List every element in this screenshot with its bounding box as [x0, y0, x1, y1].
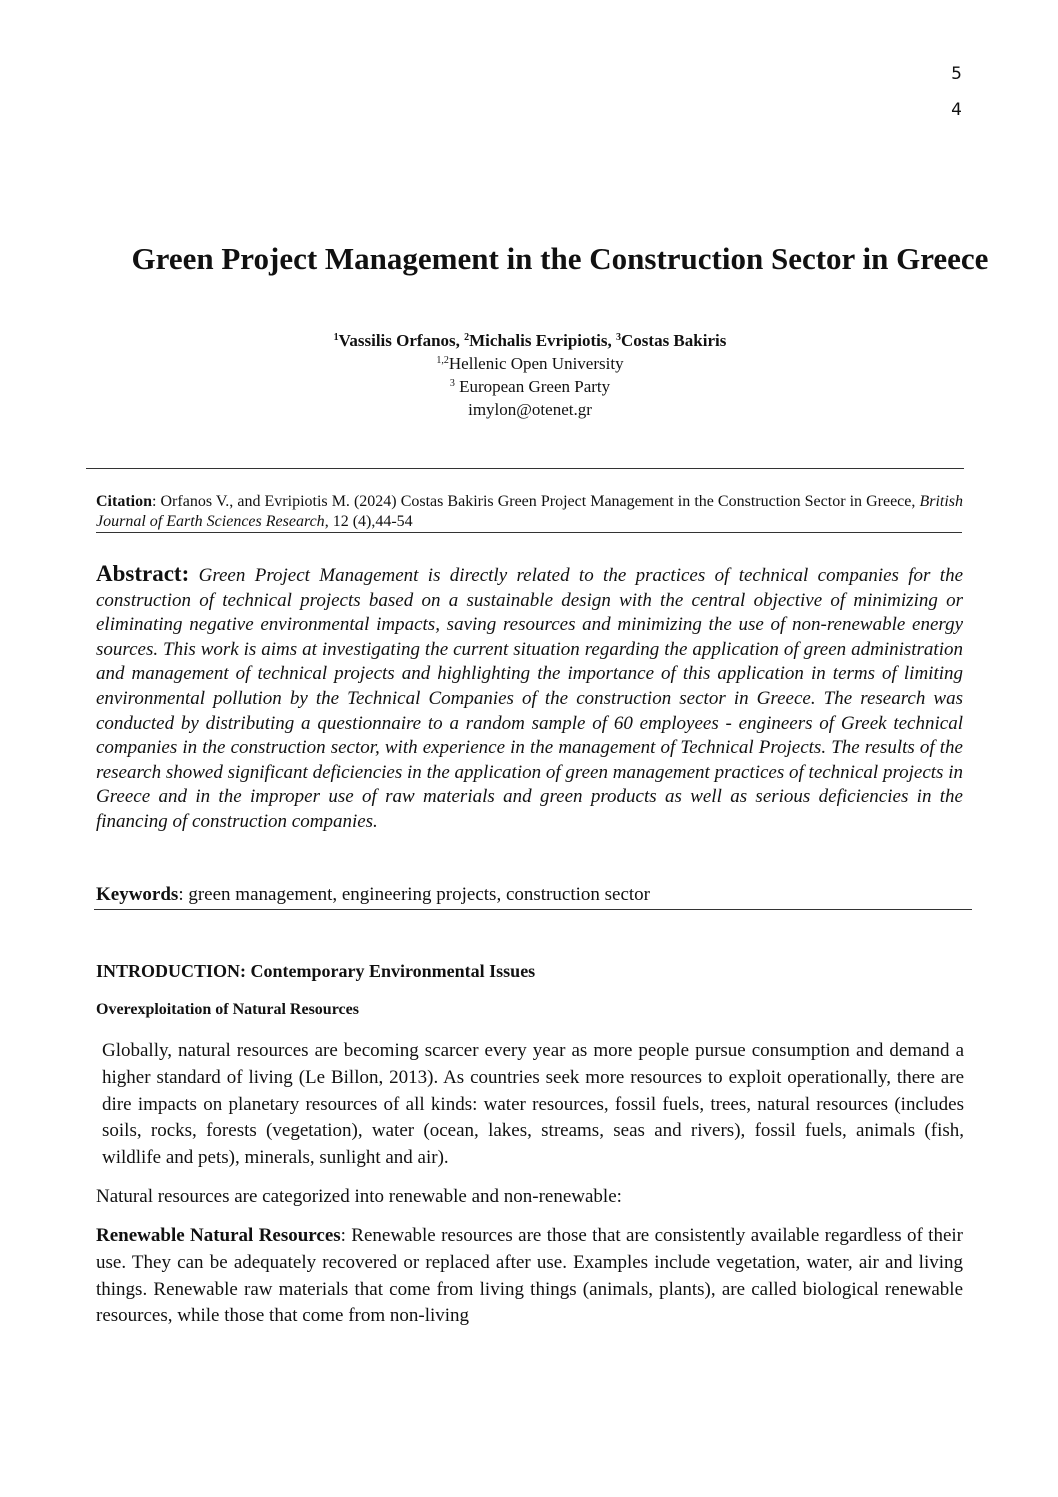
- affiliation-superscript: 1,2: [436, 355, 449, 366]
- affiliation-name: Hellenic Open University: [448, 354, 624, 373]
- abstract: [96, 562, 963, 835]
- paragraph-lead-label: Renewable Natural Resources: [96, 1225, 341, 1246]
- author-email: imylon@otenet.gr: [468, 400, 592, 419]
- author-name: Vassilis Orfanos,: [338, 331, 465, 350]
- divider: [96, 532, 962, 533]
- affiliation-name: European Green Party: [454, 377, 611, 396]
- page-number: 4: [951, 100, 962, 120]
- paragraph-text: : Renewable resources are those that are consistently available regardless of their use. They can be adequately recovered or replaced after use. Examples include vegetation, water, air and living things. Renewable raw materials that come from living things (animals, plants), are called biological renewable resources, while those that come from non-living: [96, 1225, 963, 1327]
- divider: [94, 909, 972, 910]
- citation-text: : Orfanos V., and Evripiotis M. (2024) Costas Bakiris Green Project Management in the Construction Sector in Greece,: [152, 493, 920, 510]
- abstract-label: Abstract:: [96, 561, 190, 586]
- citation: [96, 492, 963, 532]
- affiliation: [100, 377, 960, 397]
- body-paragraph: [96, 1223, 963, 1330]
- journal-name: British Journal of Earth Sciences Research: [96, 493, 963, 530]
- section-heading: INTRODUCTION: Contemporary Environmental Issues: [96, 961, 536, 981]
- keywords-label: Keywords: [96, 884, 179, 905]
- paper-title: Green Project Management in the Construction Sector in Greece: [131, 241, 989, 276]
- author-name: Costas Bakiris: [621, 331, 727, 350]
- author-superscript: 3: [616, 332, 622, 343]
- author-name: Michalis Evripiotis,: [469, 331, 617, 350]
- affiliation: [100, 354, 960, 374]
- body-paragraph: Globally, natural resources are becoming scarcer every year as more people pursue consumption and demand a higher standard of living (Le Billon, 2013). As countries seek more resources to exploit operationally, there are dire impacts on planetary resources of all kinds: water resources, fossil fuels, trees, natural resources (includes soils, rocks, forests (vegetation), water (ocean, lakes, streams, seas and rivers), fossil fuels, animals (fish, wildlife and pets), minerals, sunlight and air).: [102, 1040, 964, 1169]
- divider: [86, 468, 964, 469]
- body-paragraph: Natural resources are categorized into renewable and non-renewable:: [96, 1186, 622, 1207]
- keywords-text: : green management, engineering projects, construction sector: [178, 884, 650, 905]
- author-list: [100, 331, 960, 351]
- subsection-heading: Overexploitation of Natural Resources: [96, 1001, 359, 1018]
- author-superscript: 2: [464, 332, 470, 343]
- abstract-text: Green Project Management is directly related to the practices of technical companies for the construction of technical projects based on a sustainable design with the central objective of minimizing or eliminating negative environmental impacts, saving resources and minimizing the use of non-renewable energy sources. This work is aims at investigating the current situation regarding the application of green administration and management of technical projects and highlighting the importance of this application in terms of limiting environmental pollution by the Technical Companies of the construction sector in Greece. The research was conducted by distributing a questionnaire to a random sample of 60 employees - engineers of Greek technical companies in the construction sector, with experience in the management of Technical Projects. The results of the research showed significant deficiencies in the application of green management practices of technical projects in Greece and in the improper use of raw materials and green products as well as serious deficiencies in the financing of construction companies.: [96, 565, 963, 832]
- page-number: 5: [951, 64, 962, 84]
- citation-label: Citation: [96, 493, 152, 510]
- affiliation-superscript: 3: [449, 378, 455, 389]
- citation-ref: , 12 (4),44-54: [324, 513, 413, 530]
- author-superscript: 1: [333, 332, 339, 343]
- keywords: [96, 884, 650, 906]
